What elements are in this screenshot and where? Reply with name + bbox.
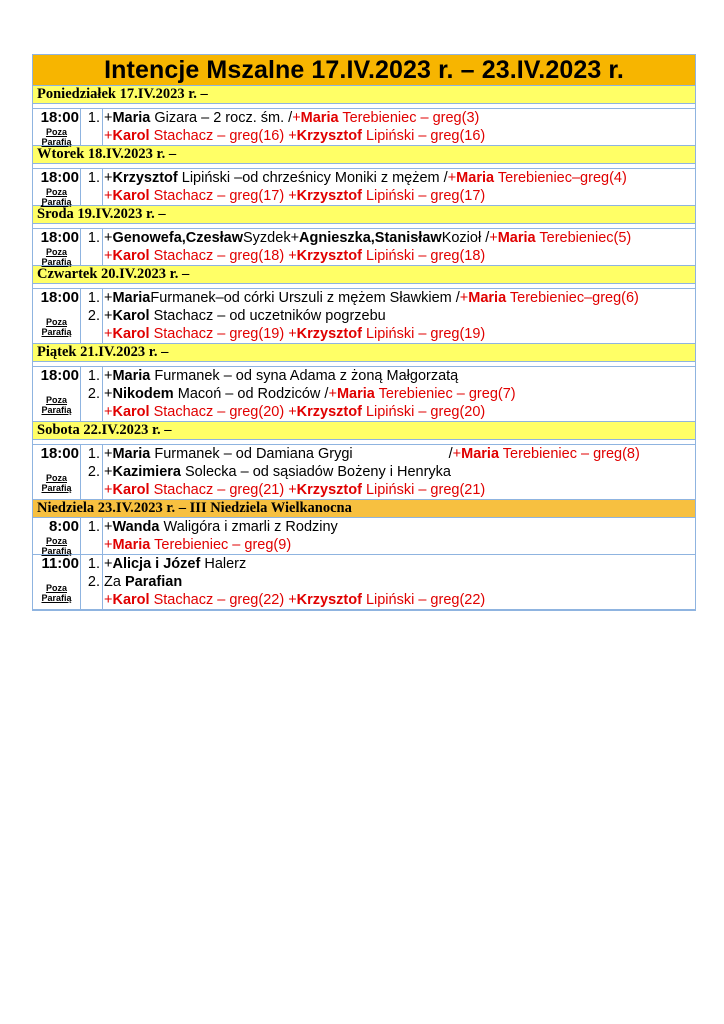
intention-number-cell	[81, 518, 103, 554]
intention-number: 1.	[87, 519, 100, 535]
intention-number: 1.	[87, 290, 100, 306]
mass-row	[33, 229, 695, 266]
intention-segment: Stachacz – greg(19)	[149, 326, 289, 342]
intention-segment: +	[459, 290, 469, 306]
mass-time-cell	[33, 518, 81, 554]
mass-time: 18:00	[40, 109, 79, 126]
intention-line	[104, 247, 695, 265]
intention-segment: +	[104, 170, 113, 186]
intention-segment: +	[104, 248, 113, 264]
intention-segment: +	[288, 404, 297, 420]
intention-segment: Lipiński – greg(18)	[361, 248, 486, 264]
intention-number-cell	[81, 229, 103, 265]
intention-number: 2.	[87, 386, 100, 402]
intention-text-cell	[103, 169, 695, 205]
intention-text-cell	[103, 289, 695, 343]
intention-segment: Karol	[112, 128, 150, 144]
intention-segment: +	[104, 326, 113, 342]
intention-segment: Krzysztof	[296, 482, 362, 498]
poza-label: Poza	[45, 247, 67, 257]
intention-segment: +	[328, 386, 337, 402]
intention-number-cell	[81, 555, 103, 609]
mass-time: 11:00	[41, 555, 79, 572]
intention-segment: Karol	[112, 188, 150, 204]
intention-segment: Halerz	[200, 556, 247, 572]
intention-number: 2.	[87, 464, 100, 480]
intention-segment: Terebieniec–greg(4)	[494, 170, 627, 186]
intention-segment: Krzysztof	[296, 188, 362, 204]
intention-line	[104, 536, 695, 554]
poza-parafia-note	[33, 187, 80, 207]
intention-line	[104, 573, 695, 591]
poza-label: Poza	[45, 127, 67, 137]
intention-number-cell	[81, 367, 103, 421]
intention-number-cell	[81, 445, 103, 499]
intention-segment: Terebieniec – greg(7)	[374, 386, 516, 402]
days-list	[33, 86, 695, 610]
day-header: Wtorek 18.IV.2023 r. –	[33, 146, 695, 164]
mass-time-cell	[33, 445, 81, 499]
intention-segment: +	[288, 482, 297, 498]
intention-segment: Furmanek–od córki Urszuli z mężem Sławkiem /	[150, 290, 460, 306]
mass-time: 8:00	[48, 518, 79, 535]
intention-segment: Stachacz – greg(21)	[149, 482, 289, 498]
intention-number-cell	[81, 289, 103, 343]
intention-segment: Terebieniec – greg(3)	[338, 110, 480, 126]
intention-line	[104, 463, 695, 481]
page-title: Intencje Mszalne 17.IV.2023 r. – 23.IV.2023 r.	[33, 54, 695, 86]
intention-segment: Karol	[112, 248, 150, 264]
parafia-label: Parafią	[41, 197, 72, 207]
intentions-sheet	[32, 54, 696, 611]
intention-segment: +	[104, 556, 113, 572]
mass-time: 18:00	[40, 229, 79, 246]
day-header: Niedziela 23.IV.2023 r. – III Niedziela Wielkanocna	[33, 500, 695, 518]
mass-time: 18:00	[40, 445, 79, 462]
day-header: Środa 19.IV.2023 r. –	[33, 206, 695, 224]
intention-segment: Krzysztof	[296, 248, 362, 264]
parafia-label: Parafią	[41, 593, 72, 603]
intention-segment: Krzysztof	[112, 170, 178, 186]
intention-segment: Lipiński – greg(17)	[361, 188, 486, 204]
intention-line	[104, 307, 695, 325]
intention-segment: Krzysztof	[296, 128, 362, 144]
intention-segment: Terebieniec – greg(9)	[150, 537, 292, 553]
intention-segment: +	[104, 110, 113, 126]
intention-segment: +	[447, 170, 457, 186]
intention-segment: Krzysztof	[296, 326, 362, 342]
intention-segment: Stachacz – greg(18)	[149, 248, 289, 264]
intention-segment: Maria	[497, 230, 536, 246]
intention-segment: +	[288, 188, 297, 204]
intention-segment: Macoń – od Rodziców /	[173, 386, 329, 402]
intention-line	[104, 229, 695, 247]
intention-segment: +	[104, 537, 113, 553]
intention-segment: Stachacz – od uczetników pogrzebu	[149, 308, 386, 324]
mass-time: 18:00	[40, 289, 79, 306]
intention-segment: +	[288, 248, 297, 264]
intention-text-cell	[103, 555, 695, 609]
intention-number-cell	[81, 169, 103, 205]
mass-time-cell	[33, 555, 81, 609]
intention-line	[104, 127, 695, 145]
mass-row	[33, 169, 695, 206]
intention-number: 2.	[87, 574, 100, 590]
mass-row	[33, 445, 695, 500]
mass-time-cell	[33, 289, 81, 343]
intention-segment: Lipiński –od chrześnicy Moniki z mężem /	[177, 170, 448, 186]
intention-segment: Karol	[112, 308, 150, 324]
intention-segment: /	[448, 446, 453, 462]
intention-segment: +	[104, 230, 113, 246]
intention-segment: Za	[104, 574, 125, 590]
intention-line	[104, 518, 695, 536]
poza-parafia-note	[33, 247, 80, 267]
mass-time: 18:00	[40, 169, 79, 186]
intention-segment: Furmanek – od Damiana Grygi	[150, 446, 353, 462]
intention-number: 1.	[87, 446, 100, 462]
poza-label: Poza	[45, 187, 67, 197]
parafia-label: Parafią	[41, 546, 72, 556]
intention-segment: +	[104, 368, 113, 384]
parafia-label: Parafią	[41, 327, 72, 337]
intention-segment: Maria	[461, 446, 500, 462]
intention-number: 1.	[87, 230, 100, 246]
intention-line	[104, 289, 695, 307]
poza-parafia-note	[33, 395, 80, 415]
intention-segment: Maria	[468, 290, 507, 306]
intention-segment: Furmanek – od syna Adama z żoną Małgorzatą	[150, 368, 459, 384]
poza-parafia-note	[33, 583, 80, 603]
intention-text-cell	[103, 518, 695, 554]
intention-line	[104, 481, 695, 499]
parafia-label: Parafią	[41, 257, 72, 267]
intention-segment: Genowefa,Czesław	[112, 230, 244, 246]
intention-line	[104, 367, 695, 385]
intention-segment: Gizara – 2 rocz. śm. /	[150, 110, 293, 126]
poza-label: Poza	[45, 395, 67, 405]
intention-segment: Alicja i Józef	[112, 556, 201, 572]
poza-label: Poza	[45, 536, 67, 546]
intention-segment: Stachacz – greg(17)	[149, 188, 289, 204]
intention-segment: Wanda	[112, 519, 160, 535]
intention-line	[104, 555, 695, 573]
intention-line	[104, 591, 695, 609]
intention-segment: Karol	[112, 326, 150, 342]
intention-number: 2.	[87, 308, 100, 324]
mass-row	[33, 109, 695, 146]
intention-segment: +	[104, 386, 113, 402]
intention-segment: +	[104, 519, 113, 535]
poza-parafia-note	[33, 127, 80, 147]
intention-segment: Maria	[112, 110, 151, 126]
poza-label: Poza	[45, 473, 67, 483]
intention-segment: +	[288, 592, 297, 608]
intention-segment: Terebieniec(5)	[535, 230, 632, 246]
intention-number: 1.	[87, 368, 100, 384]
intention-segment: +	[104, 290, 113, 306]
intention-segment: +	[104, 464, 113, 480]
intention-number: 1.	[87, 110, 100, 126]
poza-label: Poza	[45, 317, 67, 327]
intention-line	[104, 403, 695, 421]
intention-line	[104, 325, 695, 343]
intention-number-cell	[81, 109, 103, 145]
intention-line	[104, 169, 695, 187]
mass-row	[33, 555, 695, 610]
intention-segment: Nikodem	[112, 386, 174, 402]
intention-segment: Maria	[300, 110, 339, 126]
intention-segment: Lipiński – greg(22)	[361, 592, 486, 608]
poza-parafia-note	[33, 317, 80, 337]
intention-text-cell	[103, 367, 695, 421]
intention-segment: +	[452, 446, 462, 462]
intention-segment: Parafian	[124, 574, 183, 590]
mass-row	[33, 367, 695, 422]
intention-line	[104, 445, 695, 463]
intention-segment: Kazimiera	[112, 464, 181, 480]
mass-time-cell	[33, 169, 81, 205]
mass-row	[33, 289, 695, 344]
intention-segment: Lipiński – greg(20)	[361, 404, 486, 420]
mass-time-cell	[33, 229, 81, 265]
intention-segment: +	[104, 482, 113, 498]
intention-segment: Lipiński – greg(16)	[361, 128, 486, 144]
intention-segment: Solecka – od sąsiadów Bożeny i Henryka	[180, 464, 451, 480]
intention-segment: Kozioł /	[441, 230, 490, 246]
intention-segment: Stachacz – greg(20)	[149, 404, 289, 420]
intention-text-cell	[103, 229, 695, 265]
intention-segment: Maria	[112, 446, 151, 462]
intention-segment: Lipiński – greg(21)	[361, 482, 486, 498]
intention-segment: +	[104, 188, 113, 204]
intention-line	[104, 109, 695, 127]
intention-segment: +	[104, 592, 113, 608]
intention-segment: +	[288, 128, 297, 144]
intention-segment: Karol	[112, 482, 150, 498]
intention-segment: Terebieniec–greg(6)	[506, 290, 639, 306]
intention-segment: +	[104, 128, 113, 144]
parafia-label: Parafią	[41, 137, 72, 147]
day-header: Piątek 21.IV.2023 r. –	[33, 344, 695, 362]
intention-segment: Terebieniec – greg(8)	[499, 446, 640, 462]
intention-segment: Krzysztof	[296, 404, 362, 420]
day-header: Czwartek 20.IV.2023 r. –	[33, 266, 695, 284]
intention-text-cell	[103, 109, 695, 145]
intention-segment: Karol	[112, 592, 150, 608]
intention-segment: Lipiński – greg(19)	[361, 326, 486, 342]
intention-segment: Karol	[112, 404, 150, 420]
mass-time: 18:00	[40, 367, 79, 384]
intention-segment: +	[288, 326, 297, 342]
intention-segment: +	[292, 110, 301, 126]
intention-segment: Maria	[112, 368, 151, 384]
intention-text-cell	[103, 445, 695, 499]
parafia-label: Parafią	[41, 405, 72, 415]
mass-time-cell	[33, 367, 81, 421]
intention-segment: Waligóra i zmarli z Rodziny	[159, 519, 338, 535]
intention-segment: Maria	[112, 537, 151, 553]
intention-number: 1.	[87, 556, 100, 572]
intention-segment: Maria	[336, 386, 375, 402]
intention-segment: Krzysztof	[296, 592, 362, 608]
intention-segment: +	[104, 404, 113, 420]
intention-segment: Agnieszka,Stanisław	[299, 230, 442, 246]
intention-segment: +	[489, 230, 498, 246]
poza-label: Poza	[45, 583, 67, 593]
intention-number: 1.	[87, 170, 100, 186]
mass-row	[33, 518, 695, 555]
intention-segment: +	[104, 446, 113, 462]
intention-segment: +	[104, 308, 113, 324]
day-header: Sobota 22.IV.2023 r. –	[33, 422, 695, 440]
day-header: Poniedziałek 17.IV.2023 r. –	[33, 86, 695, 104]
intention-segment: Maria	[456, 170, 495, 186]
parafia-label: Parafią	[41, 483, 72, 493]
poza-parafia-note	[33, 536, 80, 556]
intention-segment: Maria	[112, 290, 151, 306]
intention-segment: Syzdek+	[243, 230, 300, 246]
intention-line	[104, 385, 695, 403]
intention-line	[104, 187, 695, 205]
mass-time-cell	[33, 109, 81, 145]
intention-segment: Stachacz – greg(22)	[149, 592, 289, 608]
poza-parafia-note	[33, 473, 80, 493]
intention-segment: Stachacz – greg(16)	[149, 128, 289, 144]
